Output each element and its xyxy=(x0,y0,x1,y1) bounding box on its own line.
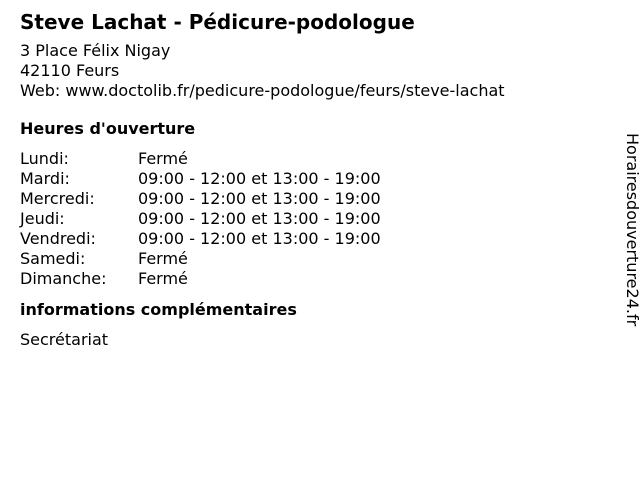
hours-heading: Heures d'ouverture xyxy=(20,119,196,138)
hours-time: Fermé xyxy=(138,149,188,168)
hours-day: Samedi: xyxy=(20,249,86,268)
hours-time: 09:00 - 12:00 et 13:00 - 19:00 xyxy=(138,189,381,208)
address-street: 3 Place Félix Nigay xyxy=(20,41,171,60)
hours-row-wednesday xyxy=(20,189,600,209)
hours-time: 09:00 - 12:00 et 13:00 - 19:00 xyxy=(138,209,381,228)
info-heading: informations complémentaires xyxy=(20,300,297,319)
hours-row-saturday xyxy=(20,249,600,269)
info-text: Secrétariat xyxy=(20,330,109,349)
business-title: Steve Lachat - Pédicure-podologue xyxy=(20,10,415,34)
hours-time: Fermé xyxy=(138,269,188,288)
hours-day: Mardi: xyxy=(20,169,70,188)
hours-table xyxy=(20,149,600,289)
business-address xyxy=(20,41,600,101)
hours-row-monday xyxy=(20,149,600,169)
business-card xyxy=(20,8,600,350)
address-city: 42110 Feurs xyxy=(20,61,120,80)
hours-row-thursday xyxy=(20,209,600,229)
hours-day: Mercredi: xyxy=(20,189,95,208)
hours-time: Fermé xyxy=(138,249,188,268)
hours-day: Vendredi: xyxy=(20,229,96,248)
website-link[interactable]: Web: www.doctolib.fr/pedicure-podologue/feurs/steve-lachat xyxy=(20,81,505,100)
hours-day: Dimanche: xyxy=(20,269,107,288)
hours-day: Lundi: xyxy=(20,149,69,168)
hours-row-friday xyxy=(20,229,600,249)
hours-row-sunday xyxy=(20,269,600,289)
hours-time: 09:00 - 12:00 et 13:00 - 19:00 xyxy=(138,169,381,188)
hours-time: 09:00 - 12:00 et 13:00 - 19:00 xyxy=(138,229,381,248)
brand-watermark: Horairesdouverture24.fr xyxy=(623,133,642,327)
hours-row-tuesday xyxy=(20,169,600,189)
hours-day: Jeudi: xyxy=(20,209,65,228)
